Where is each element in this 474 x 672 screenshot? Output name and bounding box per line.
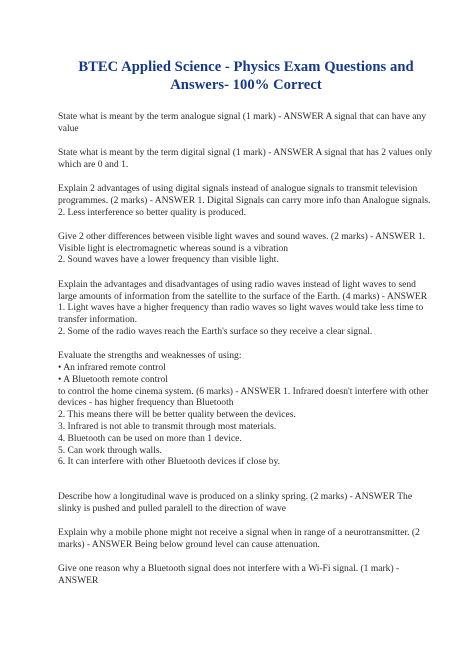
qa-text: 3. Infrared is not able to transmit through most materials.	[58, 421, 277, 433]
qa-text: • A Bluetooth remote control	[58, 373, 168, 385]
qa-text: 2. This means there will be better quality between the devices.	[58, 409, 296, 421]
qa-text: to control the home cinema system. (6 marks) - ANSWER 1. Infrared doesn't interfere with other devices - has higher frequency than Bluetooth	[58, 385, 429, 409]
qa-text: Evaluate the strengths and weaknesses of using:	[58, 350, 242, 362]
qa-text: 6. It can interfere with other Bluetooth devices if close by.	[58, 456, 281, 468]
qa-text: State what is meant by the term analogue signal (1 mark) - ANSWER A signal that can have any value	[58, 110, 426, 134]
qa-text: • An infrared remote control	[58, 362, 166, 374]
qa-entry-analogue-signal	[58, 111, 434, 135]
qa-text: 5. Can work through walls.	[58, 444, 162, 456]
qa-entry-remote-controls	[58, 350, 434, 468]
qa-entry-longitudinal-wave	[58, 491, 434, 515]
qa-entry-mobile-signal	[58, 527, 434, 551]
qa-text: Give one reason why a Bluetooth signal does not interfere with a Wi-Fi signal. (1 mark) - ANSWER	[58, 563, 400, 587]
qa-entry-radio-vs-light	[58, 279, 434, 338]
document-body	[58, 58, 434, 600]
qa-entry-bluetooth-wifi	[58, 563, 434, 587]
qa-entry-digital-advantages	[58, 183, 434, 218]
qa-text: Explain 2 advantages of using digital signals instead of analogue signals to transmit television programmes. (2 marks) - ANSWER 1. Digital Signals can carry more info than Analogue signals.	[58, 183, 431, 206]
qa-text: 2. Sound waves have a lower frequency than visible light.	[58, 254, 279, 266]
qa-text: Describe how a longitudinal wave is produced on a slinky spring. (2 marks) - ANSWER The slinky is pushed and pulled paralell to the direction of wave	[58, 491, 413, 515]
qa-text: Explain the advantages and disadvantages of using radio waves instead of light waves to send large amounts of information from the satellite to the surface of the Earth. (4 marks) - ANSWER 1. Light waves have a higher frequency than radio waves so light waves would take less time to transfer information.	[58, 278, 428, 326]
qa-text: State what is meant by the term digital signal (1 mark) - ANSWER A signal that has 2 values only which are 0 and 1.	[58, 146, 433, 170]
qa-text: Explain why a mobile phone might not receive a signal when in range of a neurotransmitter. (2 marks) - ANSWER Being below ground level can cause attenuation.	[58, 527, 420, 551]
qa-entry-light-vs-sound	[58, 231, 434, 266]
document-title: BTEC Applied Science - Physics Exam Questions and Answers- 100% Correct	[78, 59, 414, 94]
qa-text: Give 2 other differences between visible light waves and sound waves. (2 marks) - ANSWER 1. Visible light is electromagnetic whereas sound is a vibration	[58, 230, 426, 254]
qa-text: 2. Less interference so better quality is produced.	[58, 206, 246, 218]
qa-text: 2. Some of the radio waves reach the Earth's surface so they receive a clear signal.	[58, 325, 373, 337]
qa-entry-digital-signal	[58, 147, 434, 171]
qa-text: 4. Bluetooth can be used on more than 1 device.	[58, 432, 242, 444]
